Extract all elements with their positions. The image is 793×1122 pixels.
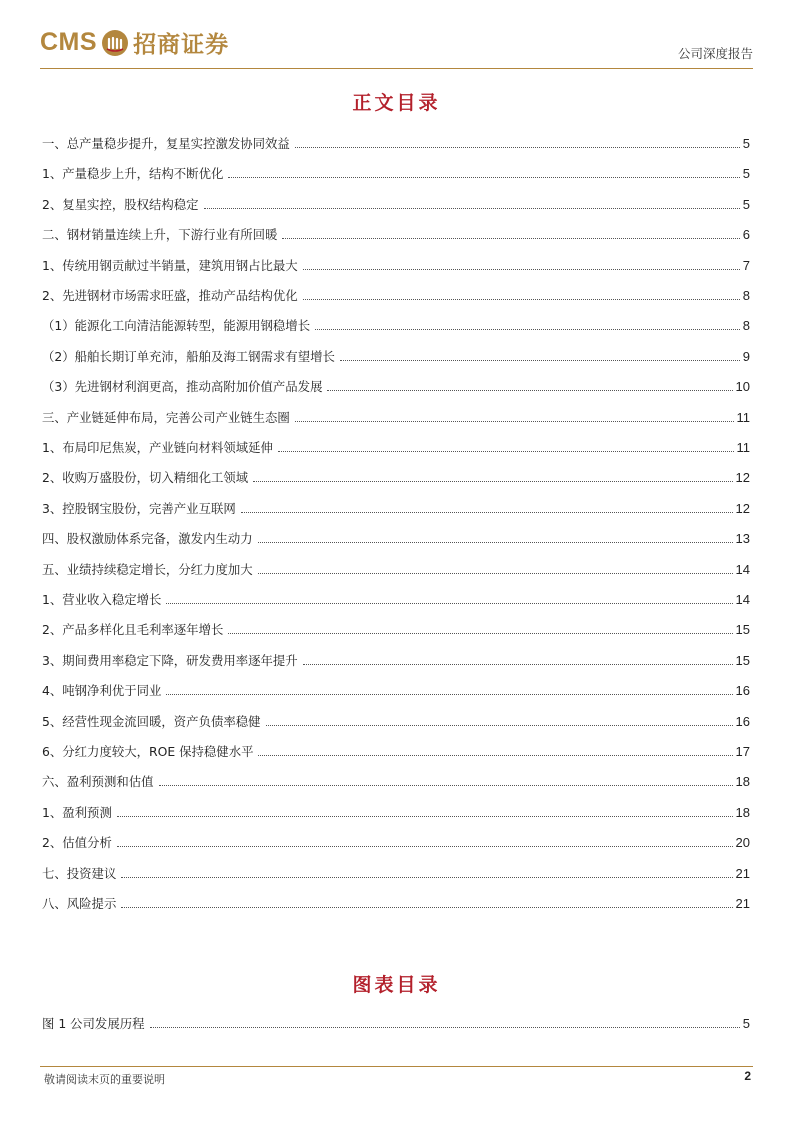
entry-page-number: 11 [736,409,750,425]
entry-page-number: 7 [742,257,750,273]
toc-entry[interactable] [42,436,750,456]
page-header [40,20,753,68]
entry-label: （1）能源化工向清洁能源转型，能源用钢稳增长 [42,318,311,334]
entry-page-number: 14 [735,561,750,577]
logo-emblem-icon [101,29,129,57]
dot-leader [166,693,732,695]
dot-leader [258,754,732,756]
toc-entry[interactable] [42,497,750,517]
toc-entry[interactable] [42,406,750,426]
entry-page-number: 16 [735,683,750,699]
logo-latin-text: CMS [40,28,98,56]
report-type-label: 公司深度报告 [677,46,753,61]
dot-leader [117,815,733,817]
entry-page-number: 17 [735,744,750,759]
dot-leader [340,359,740,361]
dot-leader [295,420,734,422]
entry-label: 5、经营性现金流回暖，资产负债率稳健 [42,713,261,729]
entry-label: 1、传统用钢贡献过半销量，建筑用钢占比最大 [42,257,298,273]
entry-page-number: 18 [735,774,750,790]
toc-entry[interactable] [42,618,750,638]
entry-label: （2）船舶长期订单充沛，船舶及海工钢需求有望增长 [42,348,335,364]
dot-leader [204,207,740,209]
toc-entry[interactable] [42,466,750,486]
dot-leader [241,511,733,513]
dot-leader [228,176,739,178]
entry-page-number: 8 [742,288,750,303]
entry-label: 2、产品多样化且毛利率逐年增长 [42,622,224,638]
entry-page-number: 5 [742,136,750,151]
toc-entry[interactable] [42,132,750,152]
entry-label: 六、盈利预测和估值 [42,774,154,790]
entry-label: 七、投资建议 [42,865,117,881]
logo-chinese-text: 招商证券 [133,31,230,58]
entry-label: 1、产量稳步上升，结构不断优化 [42,166,224,182]
toc-entry[interactable] [42,558,750,578]
entry-label: 二、钢材销量连续上升，下游行业有所回暖 [42,227,278,243]
toc-entry[interactable] [42,588,750,608]
footer-divider [40,1066,753,1067]
entry-page-number: 21 [735,896,750,911]
toc-title: 正文目录 [352,92,441,114]
entry-label: 1、布局印尼焦炭，产业链向材料领域延伸 [42,440,273,455]
toc-entry[interactable] [42,740,750,760]
entry-page-number: 20 [735,835,750,851]
figures-title: 图表目录 [352,974,441,996]
dot-leader [258,541,733,543]
entry-page-number: 8 [742,318,750,334]
entry-label: 3、控股钢宝股份，完善产业互联网 [42,500,236,516]
entry-label: 2、估值分析 [42,835,112,851]
entry-label: 1、盈利预测 [42,804,112,820]
dot-leader [282,237,739,239]
toc-entry[interactable] [42,892,750,912]
entry-label: 八、风险提示 [42,896,117,911]
entry-page-number: 15 [735,622,750,638]
entry-page-number: 5 [742,1016,750,1031]
dot-leader [258,572,733,574]
entry-page-number: 21 [735,865,750,881]
header-divider [40,68,753,69]
dot-leader [303,298,740,300]
entry-page-number: 5 [742,196,750,212]
entry-page-number: 5 [742,166,750,182]
entry-label: 五、业绩持续稳定增长，分红力度加大 [42,561,253,577]
cms-logo [40,26,229,59]
footer-disclaimer: 敬请阅读末页的重要说明 [44,1073,165,1086]
dot-leader [121,906,732,908]
page-number: 2 [744,1069,751,1083]
toc-entry[interactable] [42,649,750,669]
dot-leader [303,268,740,270]
dot-leader [266,724,733,726]
toc-entry[interactable] [42,254,750,274]
dot-leader [327,389,732,391]
figure-entry[interactable] [42,1012,750,1032]
dot-leader [150,1026,740,1028]
dot-leader [228,632,732,634]
entry-label: 2、先进钢材市场需求旺盛，推动产品结构优化 [42,288,298,303]
entry-label: 3、期间费用率稳定下降，研发费用率逐年提升 [42,652,298,668]
dot-leader [278,450,734,452]
dot-leader [315,328,740,330]
toc-entry[interactable] [42,193,750,213]
toc-entry[interactable] [42,862,750,882]
toc-entry[interactable] [42,162,750,182]
entry-page-number: 18 [735,804,750,820]
toc-entry[interactable] [42,710,750,730]
dot-leader [159,784,733,786]
toc-entry[interactable] [42,345,750,365]
toc-entry[interactable] [42,679,750,699]
entry-page-number: 10 [735,379,750,395]
dot-leader [117,845,733,847]
dot-leader [121,876,732,878]
entry-page-number: 16 [735,713,750,729]
toc-entry[interactable] [42,801,750,821]
entry-page-number: 12 [735,470,750,486]
entry-page-number: 9 [742,348,750,364]
entry-label: 6、分红力度较大，ROE 保持稳健水平 [42,744,254,759]
entry-page-number: 6 [742,227,750,243]
toc-entry[interactable] [42,314,750,334]
entry-page-number: 13 [735,531,750,547]
entry-page-number: 15 [735,652,750,668]
entry-page-number: 12 [735,500,750,516]
toc-entry[interactable] [42,527,750,547]
entry-label: 2、复星实控，股权结构稳定 [42,196,199,212]
entry-label: 一、总产量稳步提升，复星实控激发协同效益 [42,136,290,151]
entry-label: 三、产业链延伸布局，完善公司产业链生态圈 [42,409,290,425]
toc-entry[interactable] [42,770,750,790]
toc-entry[interactable] [42,831,750,851]
entry-label: 2、收购万盛股份，切入精细化工领域 [42,470,249,486]
dot-leader [295,146,740,148]
entry-label: （3）先进钢材利润更高，推动高附加价值产品发展 [42,379,323,395]
toc-entry[interactable] [42,223,750,243]
dot-leader [166,602,732,604]
entry-label: 1、营业收入稳定增长 [42,592,162,607]
dot-leader [253,480,732,482]
entry-page-number: 11 [736,440,750,455]
entry-label: 四、股权激励体系完备，激发内生动力 [42,531,253,547]
toc-entry[interactable] [42,375,750,395]
entry-label: 4、吨钢净利优于同业 [42,683,162,699]
entry-page-number: 14 [735,592,750,607]
entry-label: 图 1 公司发展历程 [42,1016,145,1031]
dot-leader [303,663,733,665]
toc-entry[interactable] [42,284,750,304]
